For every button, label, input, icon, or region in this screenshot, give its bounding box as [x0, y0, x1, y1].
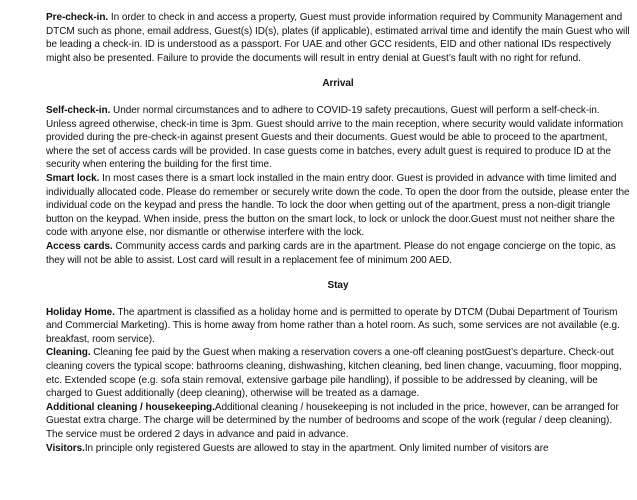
visitors-body: In principle only registered Guests are allowed to stay in the apartment. Only limited number of visitors are	[84, 442, 549, 454]
stay-heading: Stay	[327, 280, 349, 292]
additional-cleaning-body: Additional cleaning / housekeeping is not included in the price, however, can be arranged for Guestat extra charge. The charge will be determined by the number of bedrooms and scope of the work (regular / deep cleaning). The service must be ordered 2 days in advance and paid in advance.	[46, 401, 619, 441]
self-checkin-paragraph	[46, 104, 630, 172]
visitors-title: Visitors.	[46, 442, 85, 454]
precheckin-body: In order to check in and access a property, Guest must provide information required by Community Management and DTCM such as phone, email address, Guest(s) ID(s), plates (if applicable), estimated arrival time and identify the main Guest who will be leading a check-in. ID is understood as a passport. For UAE and other GCC residents, EID and other national IDs respectively might also be presented. Failure to provide the documents will result in entry denial at Guest’s fault with no right for refund.	[46, 12, 630, 64]
additional-cleaning-title: Additional cleaning / housekeeping.	[46, 401, 215, 413]
smart-lock-title: Smart lock.	[46, 172, 100, 184]
cleaning-body: Cleaning fee paid by the Guest when making a reservation covers a one-off cleaning postGuest’s departure. Check-out cleaning covers the typical scope: bathrooms cleaning, dishwashing, kitchen cleaning, bed linen change, vacuuming, floor mopping, etc. Extended scope (e.g. sofa stain removal, extensive garbage pile handling), if possible to be addressed by cleaning, will be charged to Guest additionally (deep cleaning), otherwise will be treated as a damage.	[46, 347, 622, 400]
cleaning-title: Cleaning.	[46, 347, 91, 359]
access-cards-paragraph	[46, 240, 630, 267]
holiday-home-paragraph	[46, 306, 630, 347]
smart-lock-body: In most cases there is a smart lock installed in the main entry door. Guest is provided in advance with time limited and individually allocated code. Please do remember or securely write down the code. To open the door from the outside, please enter the individual code on the keypad and press the handle. To lock the door when getting out of the apartment, press a non-digit triangle button on the keypad. When inside, press the button on the smart lock, to lock or unlock the door.Guest must not neither share the code with anyone else, nor dismantle or otherwise interfere with the lock.	[46, 172, 630, 239]
precheckin-title: Pre-check-in.	[46, 12, 109, 23]
visitors-paragraph	[46, 442, 630, 456]
document-page	[46, 11, 630, 455]
self-checkin-body: Under normal circumstances and to adhere to COVID-19 safety precautions, Guest will perform a self-check-in. Unless agreed otherwise, check-in time is 3pm. Guest should arrive to the main reception, where security would validate information provided during the pre-check-in against present Guests and their documents. Guest would be able to proceed to the apartment, where the set of access cards will be provided. In case guests come in batches, every adult guest is required to produce ID at the security when entering the building for the first time.	[46, 104, 624, 171]
precheckin-paragraph	[46, 11, 630, 65]
cleaning-paragraph	[46, 346, 630, 400]
access-cards-title: Access cards.	[46, 240, 113, 252]
holiday-home-title: Holiday Home.	[46, 306, 115, 318]
arrival-heading: Arrival	[322, 78, 354, 90]
holiday-home-body: The apartment is classified as a holiday home and is permitted to operate by DTCM (Dubai Department of Tourism and Commercial Marketing). This is home away from home rather than a hotel room. As such, some services are not available (e.g. breakfast, room service).	[46, 306, 620, 345]
smart-lock-paragraph	[46, 172, 630, 240]
access-cards-body: Community access cards and parking cards are in the apartment. Please do not engage concierge on the topic, as they will not be able to assist. Lost card will result in a replacement fee of minimum 200 AED.	[46, 240, 616, 266]
additional-cleaning-paragraph	[46, 401, 630, 442]
self-checkin-title: Self-check-in.	[46, 104, 111, 116]
